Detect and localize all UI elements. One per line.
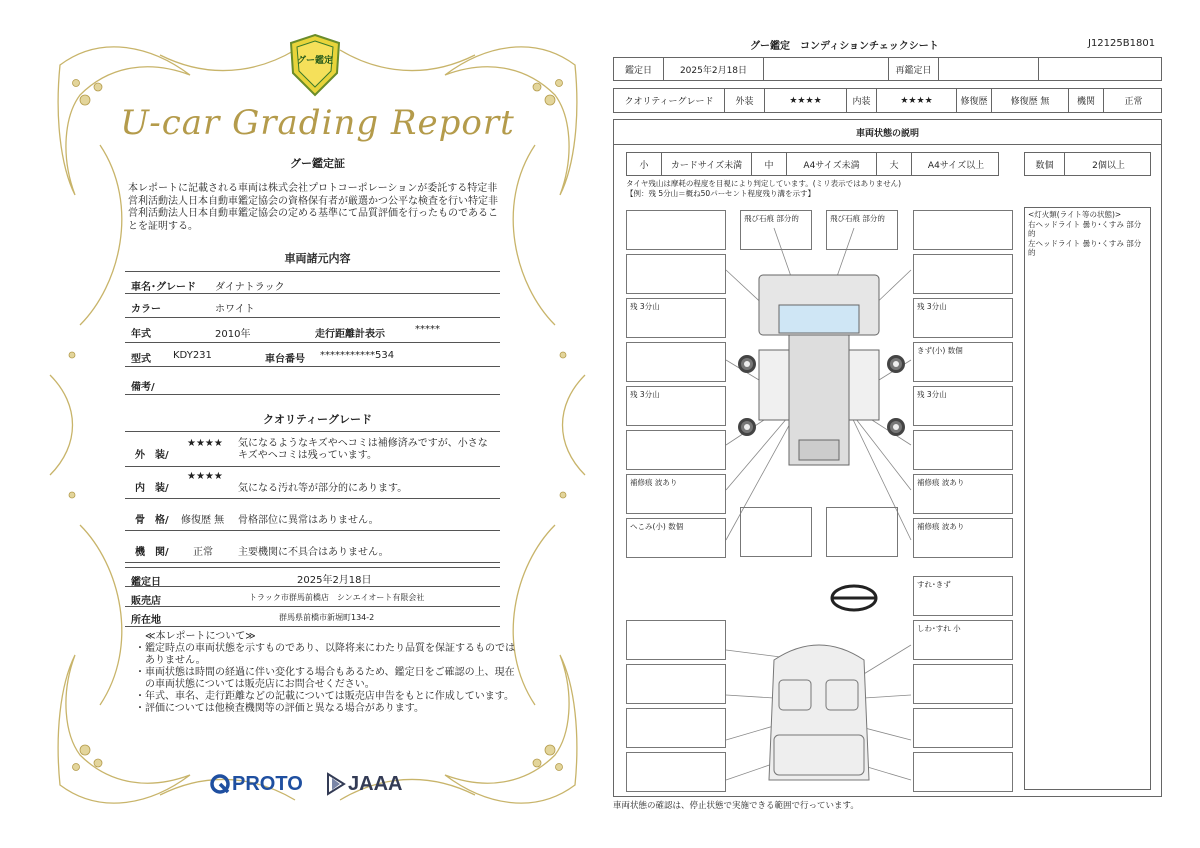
sheet-title: グー鑑定 コンディションチェックシート	[750, 41, 939, 52]
damage-box	[626, 620, 726, 660]
dealer-label: 販売店	[131, 596, 161, 607]
frame-comment: 骨格部位に異常はありません。	[238, 515, 379, 526]
repair-label: 修復歴	[957, 89, 992, 112]
certificate-intro: 本レポートに記載される車両は株式会社プロトコーポレーションが委託する特定非営利活動法人日本自動車鑑定協会の資格保有者が厳選かつ公平な検査を行い特定非営利活動法人日本自動車鑑定協会の定める基準にて品質評価を行ったものであることを証明する。	[128, 183, 498, 232]
color-value: ホワイト	[215, 304, 255, 315]
damage-box	[913, 752, 1013, 792]
dealer-row	[125, 587, 500, 607]
spec-row-remarks	[125, 367, 500, 395]
model-label: 型式	[131, 354, 151, 365]
proto-logo-icon	[210, 773, 230, 795]
tire-front-left-icon	[738, 355, 756, 373]
count-label: 数個	[1025, 153, 1065, 175]
size-large-label: 大	[877, 153, 912, 175]
note-item: ・車両状態は時間の経過に伴い変化する場合もあるため、鑑定日をご確認の上、現在の車両状態については販売店にお問合せください。	[135, 667, 515, 690]
tire-front-right-icon	[887, 355, 905, 373]
size-small-label: 小	[627, 153, 662, 175]
damage-box	[740, 507, 812, 557]
engine-label: 機関	[1069, 89, 1104, 112]
damage-box	[626, 664, 726, 704]
spec-row-name	[125, 271, 500, 294]
lights-title: <灯火類(ライト等の状態)>	[1028, 210, 1122, 219]
chassis-value: ***********534	[320, 350, 395, 361]
engine-comment: 主要機関に不具合はありません。	[238, 547, 389, 558]
reinspect-spacer	[1039, 58, 1163, 80]
date-spacer	[764, 58, 889, 80]
damage-box-right-scratch: きず(小) 数個	[913, 342, 1013, 382]
inspection-date-label: 鑑定日	[131, 577, 161, 588]
damage-box-right-repair-2: 補修痕 波あり	[913, 518, 1013, 558]
size-mid-desc: A4サイズ未満	[787, 153, 877, 175]
damage-box	[626, 752, 726, 792]
size-large-desc: A4サイズ以上	[927, 160, 985, 171]
damage-box	[913, 254, 1013, 294]
name-value: ダイナトラック	[215, 282, 285, 293]
badge-text: グー鑑定	[296, 56, 333, 66]
interior-stars: ★★★★	[877, 89, 957, 112]
damage-box-left-tire-front: 残 3分山	[626, 298, 726, 338]
damage-box-left-repair: 補修痕 波あり	[626, 474, 726, 514]
condition-check-sheet	[610, 30, 1165, 820]
sheet-id: J12125B1801	[1088, 38, 1156, 49]
light-line: 右ヘッドライト 曇り･くすみ 部分的	[1028, 219, 1142, 238]
vehicle-condition-panel	[613, 119, 1162, 797]
steering-wheel-icon	[832, 586, 876, 610]
interior-label: 内 装/	[135, 483, 169, 494]
address-row	[125, 607, 500, 627]
interior-stars: ★★★★	[187, 471, 223, 482]
size-mid-label: 中	[752, 153, 787, 175]
interior-comment: 気になる汚れ等が部分的にあります。	[238, 483, 408, 494]
spec-row-color	[125, 294, 500, 318]
footer-logos	[210, 770, 420, 798]
report-notes	[135, 631, 515, 715]
damage-box	[913, 210, 1013, 250]
damage-box	[626, 430, 726, 470]
damage-box	[626, 254, 726, 294]
spec-row-year	[125, 318, 500, 343]
address-value: 群馬県前橋市新堀町134-2	[279, 613, 375, 622]
remarks-label: 備考/	[131, 382, 155, 393]
section-title: 車両状態の説明	[614, 120, 1161, 145]
damage-box	[826, 507, 898, 557]
sheet-footer: 車両状態の確認は、停止状態で実施できる範囲で行っています。	[613, 801, 859, 811]
name-label: 車名･グレード	[131, 282, 196, 293]
damage-box	[626, 708, 726, 748]
damage-box	[913, 430, 1013, 470]
engine-label: 機 関/	[135, 547, 169, 558]
engine-value: 正常	[1124, 97, 1143, 107]
exterior-comment: 気になるようなキズやヘコミは補修済みですが、小さなキズやヘコミは残っています。	[238, 438, 488, 461]
exterior-stars: ★★★★	[187, 438, 223, 449]
exterior-label: 外装	[725, 89, 765, 112]
address-label: 所在地	[131, 615, 161, 626]
quality-row-frame	[125, 499, 500, 531]
dealer-value: トラック市群馬前橋店 シンエイオート有限会社	[249, 593, 425, 602]
count-desc: 2個以上	[1092, 160, 1125, 171]
jaaa-logo-text: JAAA	[348, 773, 403, 795]
notes-title: ≪本レポートについて≫	[145, 631, 256, 642]
frame-value: 修復歴 無	[181, 515, 225, 526]
spec-heading: 車両諸元内容	[284, 252, 351, 265]
damage-box-top-mid-left: 飛び石痕 部分的	[740, 210, 812, 250]
quality-row-exterior	[125, 431, 500, 467]
quality-row	[613, 88, 1162, 113]
mileage-value: *****	[415, 324, 440, 335]
report-script-title: U-car Grading Report	[120, 103, 515, 143]
damage-box-right-tire-front: 残 3分山	[913, 298, 1013, 338]
damage-box-left-dent: へこみ(小) 数個	[626, 518, 726, 558]
quality-label: クオリティーグレード	[614, 89, 725, 112]
proto-logo-text: PROTO	[232, 773, 303, 795]
tire-rear-right-icon	[887, 418, 905, 436]
damage-box-left-tire-rear: 残 3分山	[626, 386, 726, 426]
quality-row-engine	[125, 531, 500, 563]
damage-box	[913, 708, 1013, 748]
exterior-stars: ★★★★	[765, 89, 847, 112]
damage-box-seat: しわ･すれ 小	[913, 620, 1013, 660]
inspection-date-value: 2025年2月18日	[297, 575, 372, 586]
damage-box-steering: すれ･きず	[913, 576, 1013, 616]
note-item: ・評価については他検査機関等の評価と異なる場合があります。	[135, 703, 424, 714]
engine-value: 正常	[193, 547, 213, 558]
year-label: 年式	[131, 329, 151, 340]
size-small-desc: カードサイズ未満	[662, 153, 752, 175]
tire-note-example: 【例：残 5分山＝概ね50パーセント程度残り溝を示す】	[626, 188, 816, 198]
damage-box-right-repair-1: 補修痕 波あり	[913, 474, 1013, 514]
date-value: 2025年2月18日	[664, 58, 764, 80]
damage-box	[626, 342, 726, 382]
grading-certificate	[40, 25, 595, 825]
date-row	[613, 57, 1162, 81]
repair-value: 修復歴 無	[992, 89, 1069, 112]
truck-interior-view	[769, 645, 869, 780]
damage-box-right-tire-rear: 残 3分山	[913, 386, 1013, 426]
damage-box	[913, 664, 1013, 704]
jaaa-logo-icon	[326, 772, 346, 796]
interior-label: 内装	[847, 89, 877, 112]
goo-badge-logo	[287, 33, 343, 97]
year-value: 2010年	[215, 329, 251, 340]
reinspect-label: 再鑑定日	[889, 58, 939, 80]
quality-heading: クオリティーグレード	[263, 413, 372, 426]
damage-box-top-mid-right: 飛び石痕 部分的	[826, 210, 898, 250]
damage-box	[626, 210, 726, 250]
note-item: ・年式、車名、走行距離などの記載については販売店申告をもとに作成しています。	[135, 691, 514, 702]
spec-row-model	[125, 343, 500, 367]
exterior-label: 外 装/	[135, 450, 169, 461]
reinspect-value	[939, 58, 1039, 80]
note-item: ・鑑定時点の車両状態を示すものであり、以降将来にわたり品質を保証するものではありません。	[135, 643, 515, 666]
quality-row-interior	[125, 467, 500, 499]
inspection-date-row	[125, 567, 500, 587]
tire-note-text: タイヤ残山は摩耗の程度を目視により判定しています。(ミリ表示ではありません)	[626, 179, 902, 188]
tire-rear-left-icon	[738, 418, 756, 436]
color-label: カラー	[131, 304, 161, 315]
certificate-heading: グー鑑定証	[290, 157, 345, 170]
frame-label: 骨 格/	[135, 515, 169, 526]
light-line: 左ヘッドライト 曇り･くすみ 部分的	[1028, 238, 1142, 257]
mileage-label: 走行距離計表示	[315, 329, 385, 340]
model-value: KDY231	[173, 350, 212, 361]
date-label: 鑑定日	[614, 58, 664, 80]
chassis-label: 車台番号	[265, 354, 305, 365]
